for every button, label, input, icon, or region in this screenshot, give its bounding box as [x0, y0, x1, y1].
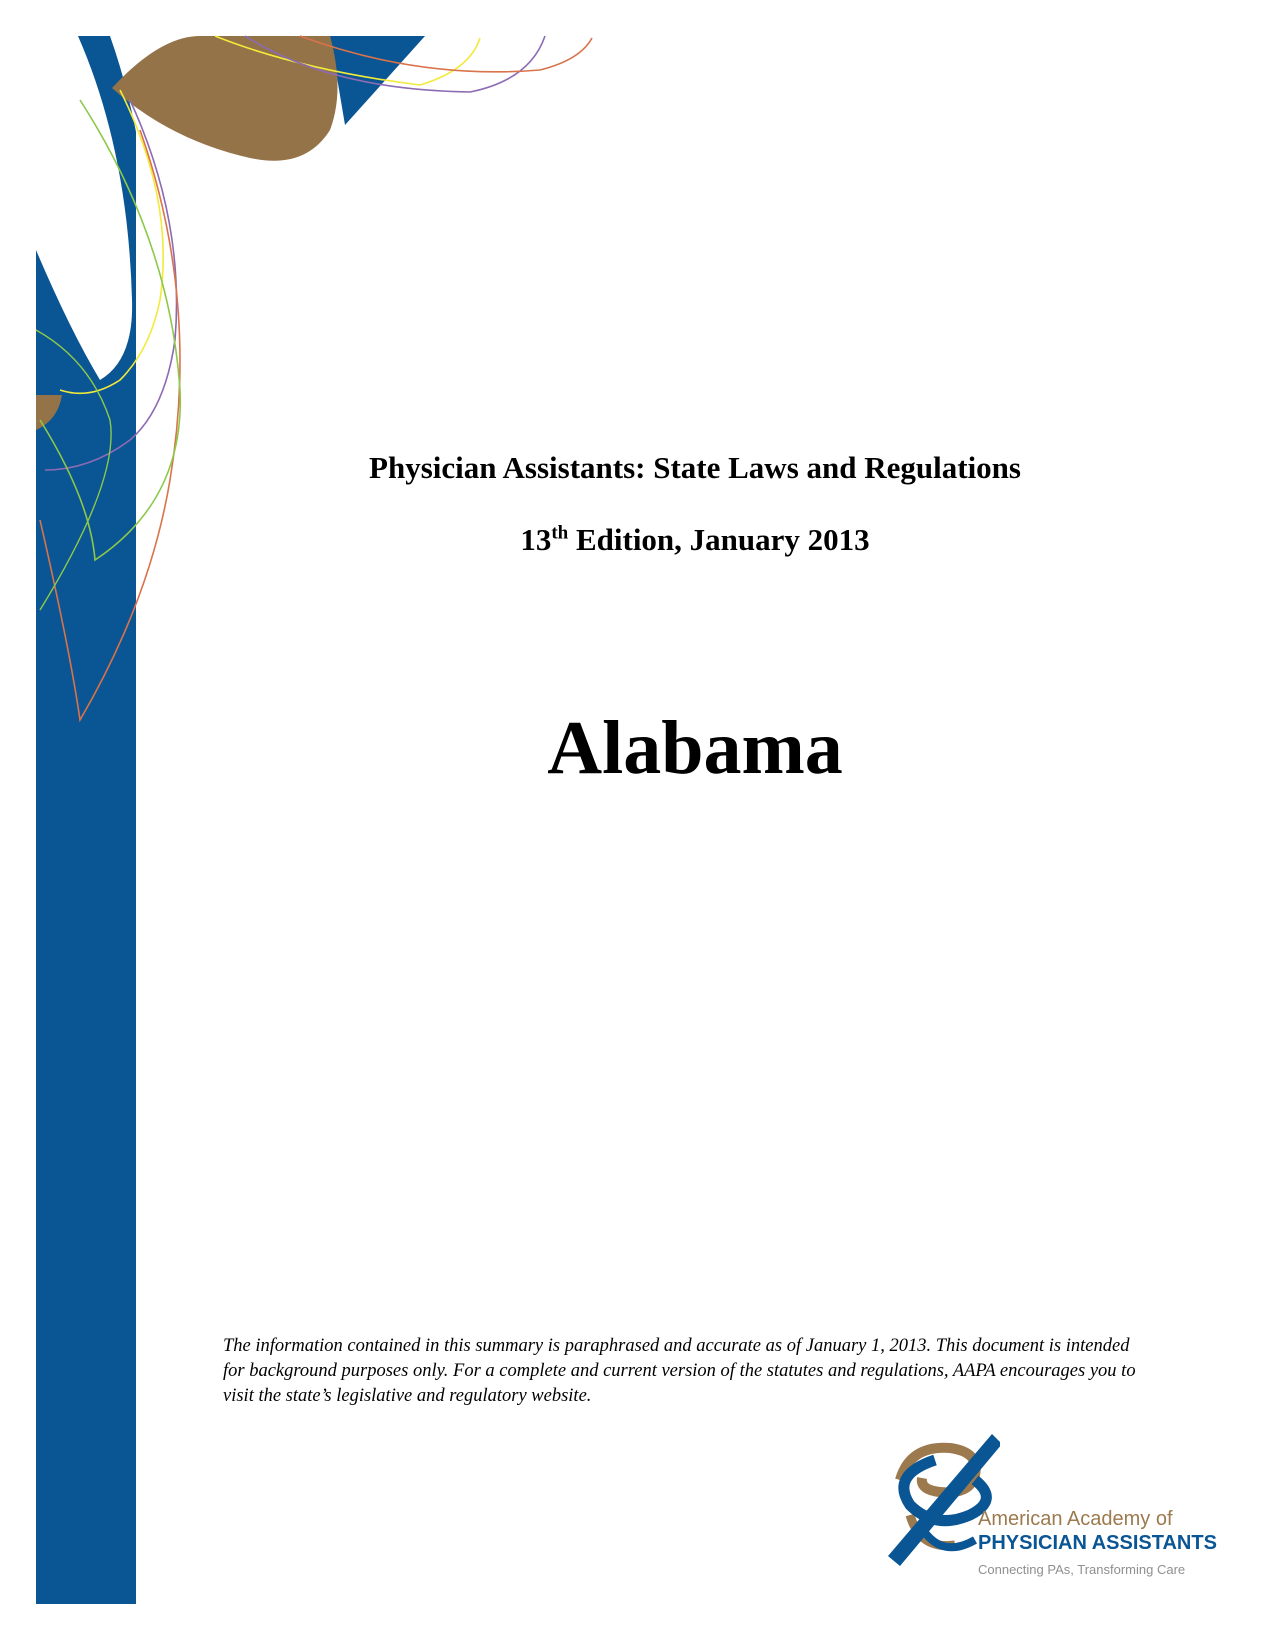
aapa-logo-icon	[880, 1420, 1000, 1580]
edition-line	[330, 522, 1060, 558]
logo-organization-line: American Academy of	[978, 1508, 1173, 1530]
brown-ribbon-shape	[112, 36, 338, 161]
aapa-logo	[880, 1420, 1220, 1590]
disclaimer-text: The information contained in this summary is paraphrased and accurate as of January 1, 2013. This document is intended for background purposes only. For a complete and current version of the statutes and regulations, AAPA encourages you to visit the state’s legislative and regulatory website.	[223, 1336, 1136, 1406]
document-title: Physician Assistants: State Laws and Regulations	[369, 450, 1021, 485]
state-name: Alabama	[547, 706, 843, 790]
edition-number: 13	[520, 522, 552, 557]
blue-triangle-shape	[330, 36, 425, 125]
logo-organization-name: PHYSICIAN ASSISTANTS	[978, 1532, 1217, 1554]
edition-date: Edition, January 2013	[568, 522, 870, 557]
edition-ordinal-suffix: th	[551, 522, 569, 544]
logo-tagline: Connecting PAs, Transforming Care	[978, 1562, 1186, 1577]
